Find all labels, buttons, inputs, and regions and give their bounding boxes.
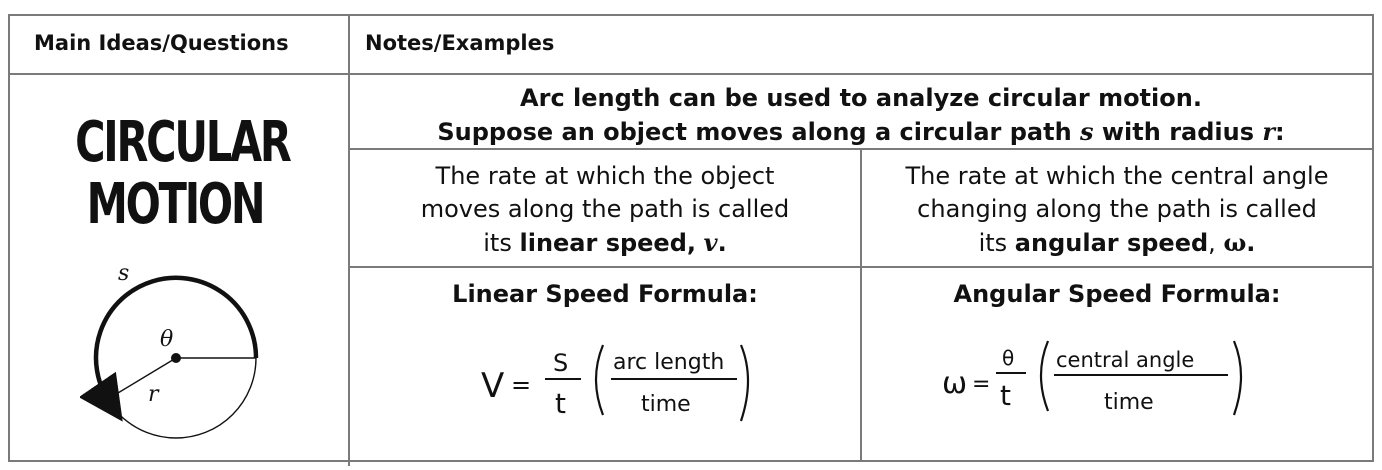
angular-formula-lhs: ω: [942, 366, 968, 401]
linear-paren-den: time: [641, 392, 691, 417]
intro-line2-text: Suppose an object moves along a circular path: [437, 118, 1081, 146]
angular-desc-line1: The rate at which the central angle: [905, 162, 1329, 190]
angular-paren-right: [1234, 341, 1241, 415]
linear-desc-line3: [350, 226, 860, 260]
header-main-ideas: Main Ideas/Questions: [34, 31, 289, 55]
linear-formula: [475, 335, 775, 435]
table-top-border: [8, 14, 1374, 16]
angular-formula-den: t: [1000, 379, 1011, 412]
angular-desc-period: .: [1246, 229, 1256, 257]
intro-var-s: s: [1080, 117, 1094, 146]
angle-label-theta: θ: [160, 327, 174, 352]
table-bottom-border-far-left: [8, 460, 350, 462]
angular-desc-line2: changing along the path is called: [917, 195, 1317, 223]
linear-description: [350, 160, 860, 260]
angular-desc-line3: [862, 226, 1372, 260]
table-bottom-border: [860, 460, 1374, 462]
linear-formula-lhs: V: [481, 366, 505, 406]
linear-speed-symbol: v: [703, 228, 718, 257]
angular-formula-eq: =: [972, 372, 991, 397]
linear-desc-period: .: [717, 229, 727, 257]
linear-desc-line1: The rate at which the object: [435, 162, 775, 190]
linear-paren-num: arc length: [613, 350, 725, 375]
header-notes-examples: Notes/Examples: [365, 31, 555, 55]
linear-paren-left: [596, 345, 603, 415]
topic-title-line1: CIRCULAR: [75, 110, 290, 175]
radius-r: [108, 358, 176, 399]
linear-desc-its: its: [483, 229, 520, 257]
intro-line2: [350, 115, 1372, 149]
angular-desc-comma: ,: [1208, 229, 1216, 257]
intro-var-r: r: [1262, 117, 1276, 146]
table-left-border: [8, 14, 10, 462]
angular-speed-symbol: ω: [1223, 228, 1247, 257]
linear-formula-den: t: [555, 387, 566, 420]
radius-label-r: r: [148, 382, 159, 407]
angular-formula-title: Angular Speed Formula:: [953, 280, 1281, 308]
intro-line2-mid: with radius: [1093, 118, 1263, 146]
angular-formula-num: θ: [1002, 346, 1015, 370]
linear-paren-right: [741, 345, 748, 421]
linear-speed-term: linear speed,: [519, 229, 697, 257]
linear-formula-eq: =: [511, 371, 532, 399]
angular-speed-term: angular speed: [1014, 229, 1209, 257]
header-divider: [8, 73, 1374, 75]
linear-formula-num: S: [553, 349, 569, 377]
center-dot: [171, 353, 181, 363]
arc-s: [96, 278, 256, 403]
topic-title-line2: MOTION: [86, 172, 264, 237]
arc-label-s: s: [118, 262, 130, 286]
linear-formula-title: Linear Speed Formula:: [452, 280, 758, 308]
intro-line2-end: :: [1275, 118, 1285, 146]
linear-desc-line2: moves along the path is called: [420, 195, 790, 223]
angular-paren-left: [1041, 341, 1048, 411]
intro-line1: Arc length can be used to analyze circular motion.: [520, 84, 1202, 112]
table-right-border: [1372, 14, 1374, 462]
angular-paren-num: central angle: [1056, 348, 1195, 372]
angular-desc-its: its: [978, 229, 1015, 257]
angular-formula: [938, 335, 1258, 435]
circle-diagram: [80, 262, 280, 452]
table-bottom-border-left: [350, 460, 862, 462]
angular-description: [862, 160, 1372, 260]
angular-paren-den: time: [1104, 390, 1154, 415]
